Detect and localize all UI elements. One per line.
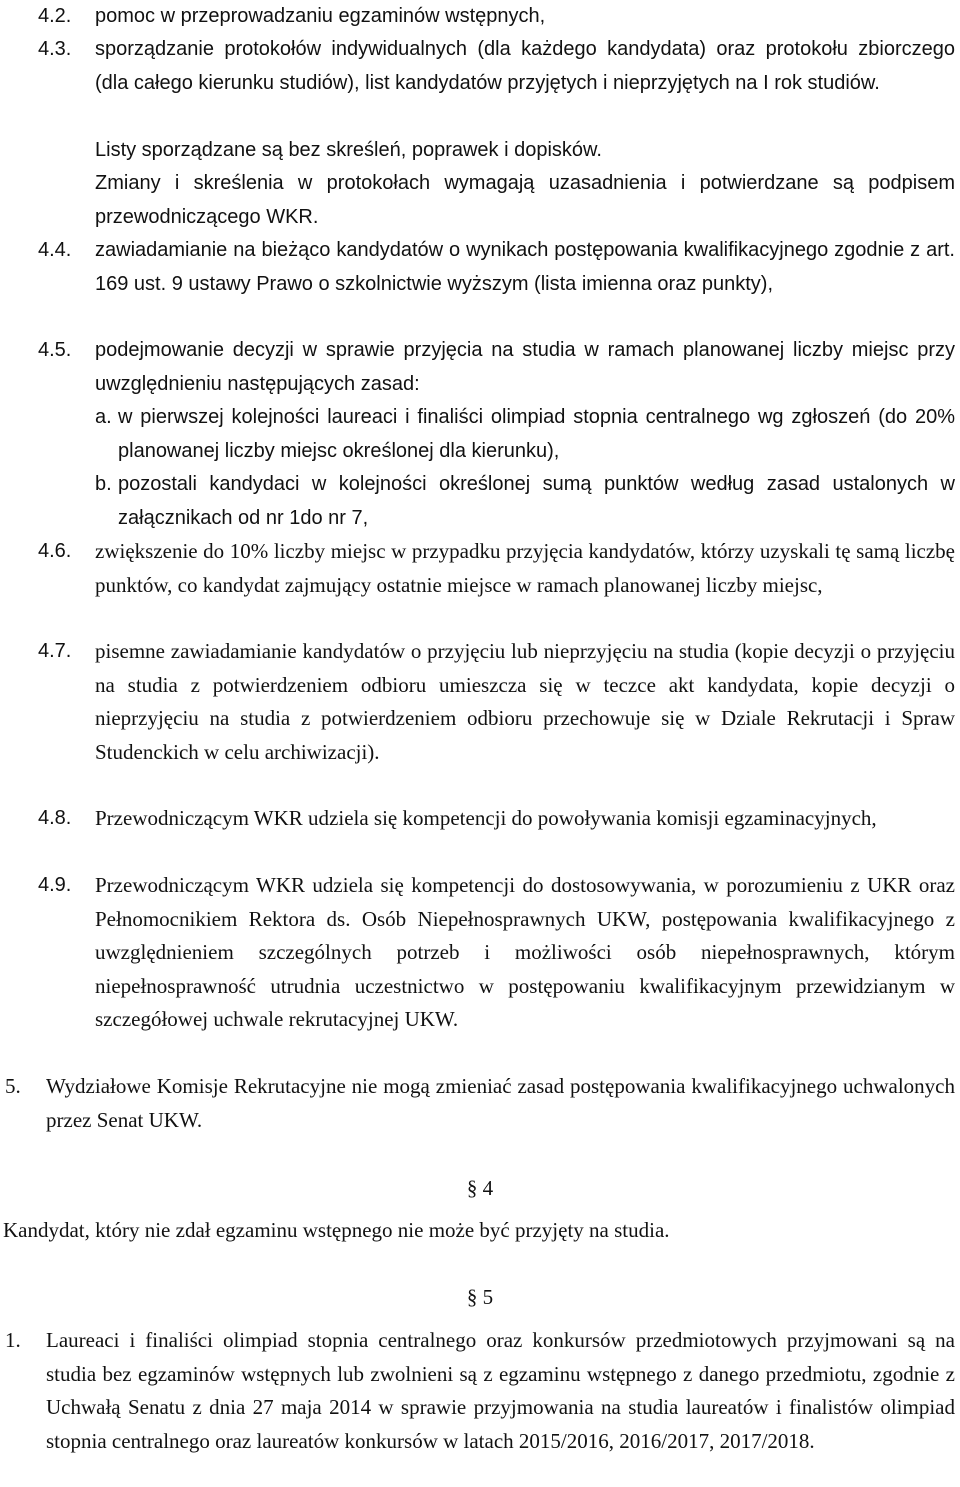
item-number: 5. (5, 1074, 21, 1098)
section-4-text: Kandydat, który nie zdał egzaminu wstępnego nie może być przyjęty na studia. (3, 1218, 670, 1242)
item-number: 4.3. (38, 38, 72, 60)
item-number: 4.8. (38, 807, 72, 829)
item-number: 4.2. (38, 5, 72, 27)
item-text: sporządzanie protokołów indywidualnych (dla każdego kandydata) oraz protokołu zbiorczego (dla całego kierunku studiów), list kandydatów przyjętych i nieprzyjętych na I rok studiów. (95, 38, 955, 94)
item-text: Przewodniczącym WKR udziela się kompetencji do powoływania komisji egzaminacyjnych, (95, 806, 877, 830)
item-number: 1. (5, 1328, 21, 1352)
item-number: 4.5. (38, 339, 72, 361)
section-4-heading: § 4 (466, 1176, 494, 1200)
item-text: pisemne zawiadamianie kandydatów o przyjęciu lub nieprzyjęciu na studia (kopie decyzji o przyjęciu na studia z potwierdzeniem odbioru umieszcza się w teczce akt kandydata, kopie decyzji o nieprzyjęciu na studia z potwierdzeniem odbioru przechowuje się w Dziale Rekrutacji i Spraw Studenckich w celu archiwizacji). (95, 639, 955, 764)
item-text: w pierwszej kolejności laureaci i finaliści olimpiad stopnia centralnego wg zgłoszeń (do 20% planowanej liczby miejsc określonej dla kierunku), (118, 406, 955, 462)
item-text: pomoc w przeprowadzaniu egzaminów wstępnych, (95, 5, 546, 27)
item-text: Zmiany i skreślenia w protokołach wymagają uzasadnienia i potwierdzane są podpisem przewodniczącego WKR. (95, 172, 955, 228)
item-text: pozostali kandydaci w kolejności określonej sumą punktów według zasad ustalonych w załącznikach od nr 1do nr 7, (118, 473, 955, 529)
item-number: 4.7. (38, 640, 72, 662)
item-text: podejmowanie decyzji w sprawie przyjęcia na studia w ramach planowanej liczby miejsc przy uwzględnieniu następujących zasad: (95, 339, 955, 395)
item-number: 4.9. (38, 874, 72, 896)
item-number: 4.6. (38, 540, 72, 562)
section-5-heading: § 5 (466, 1285, 494, 1309)
item-text: Przewodniczącym WKR udziela się kompetencji do dostosowywania, w porozumieniu z UKR oraz Pełnomocnikiem Rektora ds. Osób Niepełnosprawnych UKW, postępowania kwalifikacyjnego z uwzględnieniem szczególnych potrzeb i możliwości osób niepełnosprawnych, którym niepełnosprawność utrudnia uczestnictwo w postępowaniu kwalifikacyjnym przewidzianym w szczegółowej uchwale rekrutacyjnej UKW. (95, 873, 955, 1031)
item-number: 4.4. (38, 239, 72, 261)
item-text: Laureaci i finaliści olimpiad stopnia centralnego oraz konkursów przedmiotowych przyjmowani są na studia bez egzaminów wstępnych lub zwolnieni są z egzaminu wstępnego z danego przedmiotu, zgodnie z Uchwałą Senatu z dnia 27 maja 2014 w sprawie przyjmowania na studia laureatów i finalistów olimpiad stopnia centralnego oraz laureatów konkursów w latach 2015/2016, 2016/2017, 2017/2018. (46, 1328, 955, 1453)
item-text: zwiększenie do 10% liczby miejsc w przypadku przyjęcia kandydatów, którzy uzyskali tę samą liczbę punktów, co kandydat zajmujący ostatnie miejsce w ramach planowanej liczby miejsc, (95, 539, 955, 597)
item-text: Listy sporządzane są bez skreśleń, poprawek i dopisków. (95, 139, 602, 161)
item-letter: b. (95, 473, 112, 495)
item-text: Wydziałowe Komisje Rekrutacyjne nie mogą zmieniać zasad postępowania kwalifikacyjnego uchwalonych przez Senat UKW. (46, 1074, 955, 1132)
item-letter: a. (95, 406, 112, 428)
item-text: zawiadamianie na bieżąco kandydatów o wynikach postępowania kwalifikacyjnego zgodnie z art. 169 ust. 9 ustawy Prawo o szkolnictwie wyższym (lista imienna oraz punkty), (95, 239, 955, 295)
